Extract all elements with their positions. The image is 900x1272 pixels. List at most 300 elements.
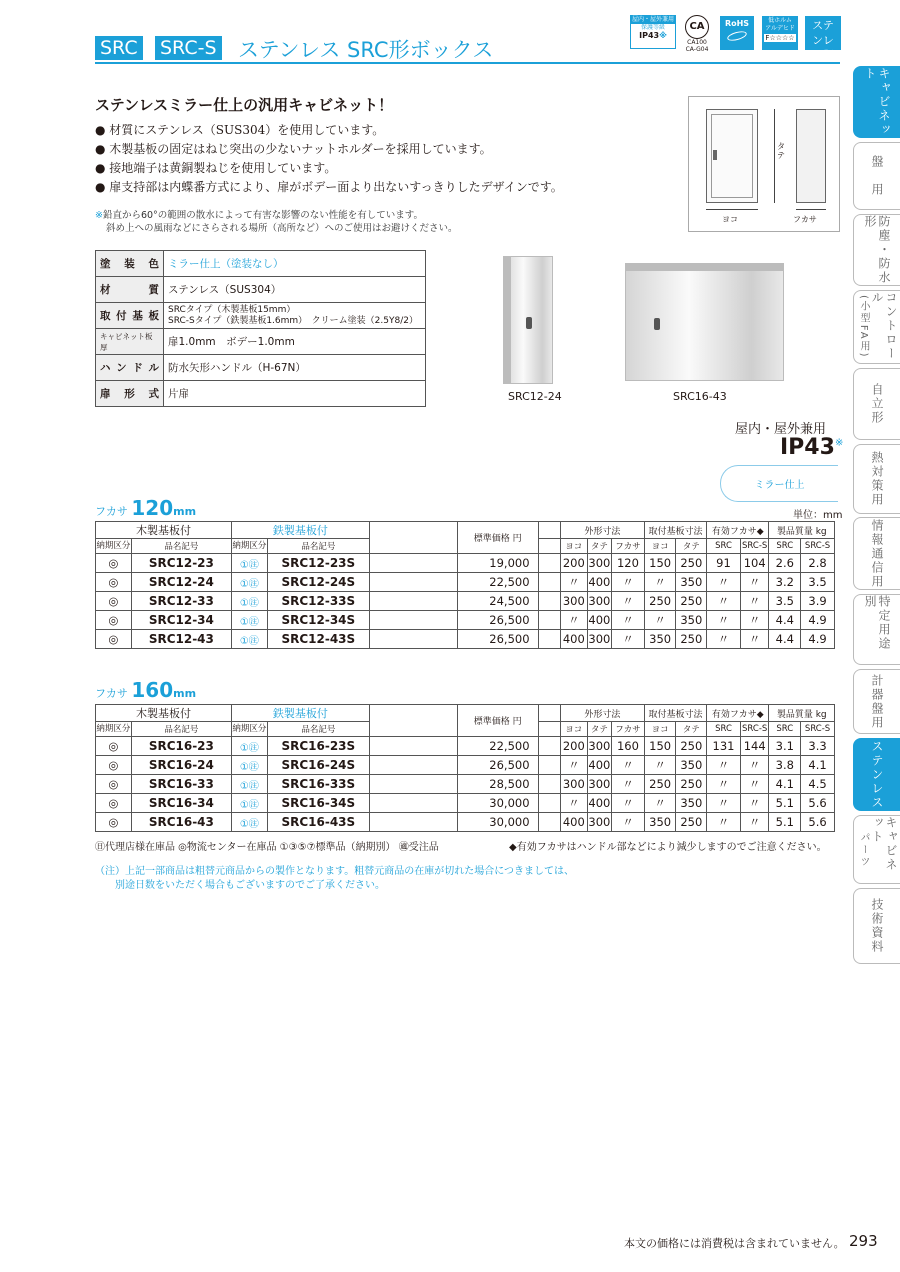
header-mass: 製品質量 kg [769,705,835,722]
delivery-code-steel: ①㊟ [231,573,267,592]
header-wood: 木製基板付 [96,705,232,722]
oy-value: 200 [561,737,588,756]
m2-value: 5.6 [801,813,835,832]
delivery-code-steel: ①㊟ [231,813,267,832]
photo-src12-24 [503,256,553,384]
series-tag-src-s: SRC-S [155,36,222,60]
ot-value: 400 [587,794,612,813]
header-eff: 有効フカサ◆ [707,705,769,722]
e2-value: 144 [740,737,769,756]
e1-value: 〃 [707,756,741,775]
sidebar-tab-label: コントロール [870,291,898,361]
my-value: 350 [644,630,676,649]
table-row [96,813,835,832]
steel-part-number: SRC16-33S [267,775,369,794]
steel-part-number: SRC12-24S [267,573,369,592]
spec-label: ハンドル [96,355,164,381]
header-yoko: ヨコ [561,722,588,737]
sidebar-tab-1[interactable] [853,142,900,210]
m1-value: 3.2 [769,573,801,592]
ca-code1: CA100 [687,39,707,46]
header-tate: タテ [587,539,612,554]
wood-part-number: SRC12-24 [131,573,231,592]
m1-value: 3.8 [769,756,801,775]
price: 26,500 [457,630,538,649]
m1-value: 2.6 [769,554,801,573]
header-tate: タテ [676,722,707,737]
sidebar-tab-2[interactable] [853,214,900,286]
my-value: 150 [644,737,676,756]
header-spacer [369,705,457,737]
delivery-code: ◎ [96,775,132,794]
delivery-code-steel: ①㊟ [231,630,267,649]
dim-tate: タテ [777,142,785,160]
sidebar-tab-label: キャビネット [863,67,891,137]
m2-value: 5.6 [801,794,835,813]
sidebar-tab-3[interactable] [853,290,900,364]
delivery-code: ◎ [96,630,132,649]
header-nouki: 納期区分 [231,539,267,554]
sidebar-tab-11[interactable] [853,888,900,964]
fukasa-label: フカサ [95,505,128,518]
header-gap [538,522,560,539]
spec-label: キャビネット板厚 [96,329,164,355]
e1-value: 〃 [707,775,741,794]
sidebar-tab-8[interactable] [853,669,900,734]
gap-cell [538,611,560,630]
photo-src16-43 [625,263,784,381]
m1-value: 3.5 [769,592,801,611]
fukasa-value: 120 [131,496,174,520]
spec-value [164,303,426,329]
m2-value: 3.5 [801,573,835,592]
ip43-icon [630,15,676,49]
steel-part-number: SRC12-34S [267,611,369,630]
sidebar-tab-6[interactable] [853,517,900,590]
table-header-row [96,705,835,722]
e2-value: 〃 [740,630,769,649]
sidebar-tab-label: 自立形 [870,383,884,425]
header-mass: 製品質量 kg [769,522,835,539]
ot-value: 400 [587,573,612,592]
sidebar-tab-label: ステンレス [870,739,884,810]
spacer-cell [369,756,457,775]
gap-cell [538,573,560,592]
header-fukasa: フカサ [612,539,645,554]
side-view [796,109,826,203]
spec-value: 防水矢形ハンドル（H-67N） [164,355,426,381]
header-yoko: ヨコ [644,539,676,554]
sidebar-tab-label: 防塵・防水形 [863,215,891,285]
wood-part-number: SRC12-33 [131,592,231,611]
gap-cell [538,630,560,649]
header-src: SRC [707,722,741,737]
header-src: SRC [707,539,741,554]
header-nouki: 納期区分 [96,539,132,554]
header-name-steel: 品名記号 [267,722,369,737]
my-value: 〃 [644,611,676,630]
ot-value: 300 [587,554,612,573]
e2-value: 104 [740,554,769,573]
steel-part-number: SRC16-23S [267,737,369,756]
fukasa-value: 160 [131,678,174,702]
price: 30,000 [457,813,538,832]
price: 26,500 [457,611,538,630]
spec-row [96,355,426,381]
mt-value: 250 [676,630,707,649]
ot-value: 400 [587,756,612,775]
table-row [96,611,835,630]
mt-value: 250 [676,813,707,832]
e1-value: 131 [707,737,741,756]
spacer-cell [369,630,457,649]
spec-label: 材質 [96,277,164,303]
price: 30,000 [457,794,538,813]
m2-value: 3.3 [801,737,835,756]
wood-part-number: SRC16-34 [131,794,231,813]
my-value: 350 [644,813,676,832]
spacer-cell [369,737,457,756]
table-row [96,775,835,794]
delivery-code-steel: ①㊟ [231,611,267,630]
e2-value: 〃 [740,794,769,813]
e1-value: 〃 [707,592,741,611]
delivery-code: ◎ [96,554,132,573]
spacer-cell [369,592,457,611]
headline: ステンレスミラー仕上の汎用キャビネット！ [95,96,394,114]
table-header-row [96,522,835,539]
price: 26,500 [457,756,538,775]
fukasa-unit: mm [173,505,197,518]
ot-value: 300 [587,737,612,756]
table-row [96,756,835,775]
caption-src12-24: SRC12-24 [508,390,562,403]
header-srcs: SRC-S [740,539,769,554]
of-value: 〃 [612,775,645,794]
ot-value: 300 [587,813,612,832]
header-gap [538,705,560,722]
tax-footer: 本文の価格には消費税は含まれていません。 [624,1237,845,1250]
sidebar-tab-10[interactable] [853,815,900,884]
delivery-code: ◎ [96,794,132,813]
ca-icon-mark: CA [685,15,709,39]
spec-row [96,303,426,329]
of-value: 160 [612,737,645,756]
price: 22,500 [457,573,538,592]
header-yoko: ヨコ [644,722,676,737]
form-line3: F☆☆☆☆ [765,34,795,42]
rohs-label: RoHS [724,19,750,28]
mt-value: 250 [676,775,707,794]
header-outer: 外形寸法 [561,705,645,722]
my-value: 〃 [644,756,676,775]
sidebar-tab-label: 特定用途別 [863,595,891,651]
m2-value: 4.9 [801,630,835,649]
my-value: 〃 [644,573,676,592]
gap-cell [538,737,560,756]
e2-value: 〃 [740,592,769,611]
oy-value: 300 [561,775,588,794]
e2-value: 〃 [740,775,769,794]
remark-2: 別途日数をいただく場合もございますのでご了承ください。 [95,880,385,891]
spec-label: 扉形式 [96,381,164,407]
ot-value: 300 [587,592,612,611]
spacer-cell [369,794,457,813]
header-mount: 取付基板寸法 [644,705,706,722]
sidebar-tab-label: 情報通信用 [870,518,884,589]
table-row [96,573,835,592]
spec-row [96,251,426,277]
note-line-1 [95,207,423,221]
of-value: 〃 [612,794,645,813]
mt-value: 350 [676,573,707,592]
wood-part-number: SRC16-43 [131,813,231,832]
spec-value-line1: SRCタイプ（木製基板15mm） [168,304,296,315]
header-srcs: SRC-S [801,539,835,554]
header-yoko: ヨコ [561,539,588,554]
delivery-code-steel: ①㊟ [231,592,267,611]
steel-part-number: SRC12-43S [267,630,369,649]
header-price: 標準価格 円 [457,705,538,737]
ip-rating [780,435,843,460]
wood-part-number: SRC16-23 [131,737,231,756]
mt-value: 250 [676,554,707,573]
header-steel: 鉄製基板付 [231,522,369,539]
e1-value: 〃 [707,813,741,832]
m1-value: 4.4 [769,630,801,649]
wood-part-number: SRC12-23 [131,554,231,573]
feature-1: ● 材質にステンレス（SUS304）を使用しています。 [95,123,385,137]
m2-value: 4.9 [801,611,835,630]
my-value: 〃 [644,794,676,813]
delivery-code: ◎ [96,737,132,756]
ca-icon [683,15,711,53]
dim-fukasa: フカサ [793,215,817,224]
page-number: 293 [849,1232,878,1250]
wood-part-number: SRC12-43 [131,630,231,649]
m2-value: 3.9 [801,592,835,611]
of-value: 〃 [612,592,645,611]
spec-label: 取付基板 [96,303,164,329]
wood-part-number: SRC16-33 [131,775,231,794]
sidebar-tab-label: キャビネット [870,816,898,872]
feature-2: ● 木製基板の固定はねじ突出の少ないナットホルダーを採用しています。 [95,142,492,156]
table-row [96,554,835,573]
gap-cell [538,554,560,573]
of-value: 〃 [612,611,645,630]
e1-value: 〃 [707,611,741,630]
ca-code2: CA-G04 [685,46,709,53]
spec-value: 片扉 [164,381,426,407]
delivery-legend: ㊐代理店様在庫品 ◎物流センター在庫品 ①③⑤⑦標準品（納期別） ㊜受注品 [95,842,439,853]
fukasa-160-label [95,678,196,702]
form-line1: 低ホルム [768,17,792,24]
table-row [96,592,835,611]
stainless-icon: ステンレス製 [805,16,841,50]
oy-value: 400 [561,813,588,832]
ot-value: 300 [587,630,612,649]
dimension-diagram [688,96,840,232]
series-tag-src: SRC [95,36,143,60]
gap-cell [538,813,560,832]
spacer-cell [369,775,457,794]
table-row [96,737,835,756]
steel-part-number: SRC12-23S [267,554,369,573]
spec-row [96,381,426,407]
gap-cell [538,756,560,775]
sidebar-tab-label: 技術資料 [870,898,884,954]
header-gap2 [538,722,560,737]
header-src: SRC [769,539,801,554]
delivery-code-steel: ①㊟ [231,775,267,794]
gap-cell [538,775,560,794]
spacer-cell [369,573,457,592]
spec-value: ステンレス（SUS304） [164,277,426,303]
mt-value: 350 [676,611,707,630]
sidebar-tab-5[interactable] [853,444,900,514]
form-line2: アルデヒド [765,25,795,32]
e2-value: 〃 [740,573,769,592]
price: 19,000 [457,554,538,573]
e1-value: 91 [707,554,741,573]
steel-part-number: SRC12-33S [267,592,369,611]
oy-value: 〃 [561,573,588,592]
oy-value: 〃 [561,756,588,775]
sidebar-tab-9[interactable] [853,738,900,811]
oy-value: 〃 [561,794,588,813]
ip-value: IP43 [780,435,835,460]
header-gap2 [538,539,560,554]
spec-table [95,250,426,407]
delivery-code-steel: ①㊟ [231,737,267,756]
delivery-code: ◎ [96,573,132,592]
mt-value: 250 [676,737,707,756]
header-src: SRC [769,722,801,737]
sidebar-tab-0[interactable] [853,66,900,138]
note-line-2: 斜め上への風雨などにさらされる場所（高所など）へのご使用はお避けください。 [106,223,458,234]
ip-icon-line2: 保護等級 [640,24,665,31]
mt-value: 350 [676,794,707,813]
mirror-finish-badge: ミラー仕上 [720,465,838,502]
header-eff: 有効フカサ◆ [707,522,769,539]
header-spacer [369,522,457,554]
ot-value: 300 [587,775,612,794]
gap-cell [538,794,560,813]
fukasa-label: フカサ [95,687,128,700]
mt-value: 250 [676,592,707,611]
m1-value: 5.1 [769,794,801,813]
m2-value: 2.8 [801,554,835,573]
e2-value: 〃 [740,611,769,630]
formaldehyde-icon [762,16,798,50]
sidebar-tab-4[interactable] [853,368,900,440]
steel-part-number: SRC16-43S [267,813,369,832]
header-outer: 外形寸法 [561,522,645,539]
m1-value: 4.1 [769,775,801,794]
oy-value: 〃 [561,611,588,630]
front-view [706,109,758,203]
title-rule [95,62,840,64]
page-title: ステンレス SRC形ボックス [238,38,494,62]
spec-row [96,277,426,303]
note-line1-text: 鉛直から60°の範囲の散水によって有害な影響のない性能を有しています。 [102,210,424,221]
header-steel: 鉄製基板付 [231,705,369,722]
price: 24,500 [457,592,538,611]
spec-value-line2: SRC-Sタイプ（鉄製基板1.6mm） クリーム塗装（2.5Y8/2） [168,315,418,326]
header-tate: タテ [676,539,707,554]
m1-value: 3.1 [769,737,801,756]
fukasa-120-label [95,496,196,520]
spacer-cell [369,813,457,832]
header-name-steel: 品名記号 [267,539,369,554]
price: 22,500 [457,737,538,756]
sidebar-tab-7[interactable] [853,594,900,665]
delivery-code-steel: ①㊟ [231,756,267,775]
my-value: 250 [644,775,676,794]
price-table-160 [95,704,835,832]
ip-usage: 屋内・屋外兼用 [735,422,827,437]
m2-value: 4.5 [801,775,835,794]
spec-row [96,329,426,355]
m2-value: 4.1 [801,756,835,775]
e1-value: 〃 [707,794,741,813]
delivery-code: ◎ [96,592,132,611]
ip-icon-mark: ※ [659,31,667,40]
price-table-120 [95,521,835,649]
dim-yoko: ヨコ [722,215,738,224]
wood-part-number: SRC16-24 [131,756,231,775]
sidebar-tab-label: 盤 用 [870,155,884,197]
spacer-cell [369,611,457,630]
of-value: 120 [612,554,645,573]
header-wood: 木製基板付 [96,522,232,539]
delivery-code-steel: ①㊟ [231,794,267,813]
e2-value: 〃 [740,813,769,832]
mt-value: 350 [676,756,707,775]
table-row [96,794,835,813]
sidebar-tab-sub: パーツ [858,831,869,868]
m1-value: 5.1 [769,813,801,832]
unit-label: 単位：mm [793,510,843,521]
header-fukasa: フカサ [612,722,645,737]
header-name-wood: 品名記号 [131,722,231,737]
delivery-code: ◎ [96,756,132,775]
header-srcs: SRC-S [740,722,769,737]
my-value: 250 [644,592,676,611]
remark-1: （注）上記一部商品は粗替元商品からの製作となります。粗替元商品の在庫が切れた場合につきましては、 [95,866,574,877]
fukasa-unit: mm [173,687,197,700]
table-row [96,630,835,649]
e1-value: 〃 [707,630,741,649]
spec-value: ミラー仕上（塗装なし） [164,251,426,277]
of-value: 〃 [612,813,645,832]
spec-value: 扉1.0mm ボデー1.0mm [164,329,426,355]
depth-note: ◆有効フカサはハンドル部などにより減少しますのでご注意ください。 [509,842,827,853]
sidebar-tab-label: 計器盤用 [870,673,884,730]
header-nouki: 納期区分 [96,722,132,737]
feature-4: ● 扉支持部は内蝶番方式により、扉がボデー面より出ないすっきりしたデザインです。 [95,180,563,194]
ot-value: 400 [587,611,612,630]
gap-cell [538,592,560,611]
header-tate: タテ [587,722,612,737]
feature-3: ● 接地端子は黄銅製ねじを使用しています。 [95,161,337,175]
header-mount: 取付基板寸法 [644,522,706,539]
delivery-code-steel: ①㊟ [231,554,267,573]
caption-src16-43: SRC16-43 [673,390,727,403]
of-value: 〃 [612,756,645,775]
steel-part-number: SRC16-34S [267,794,369,813]
m1-value: 4.4 [769,611,801,630]
